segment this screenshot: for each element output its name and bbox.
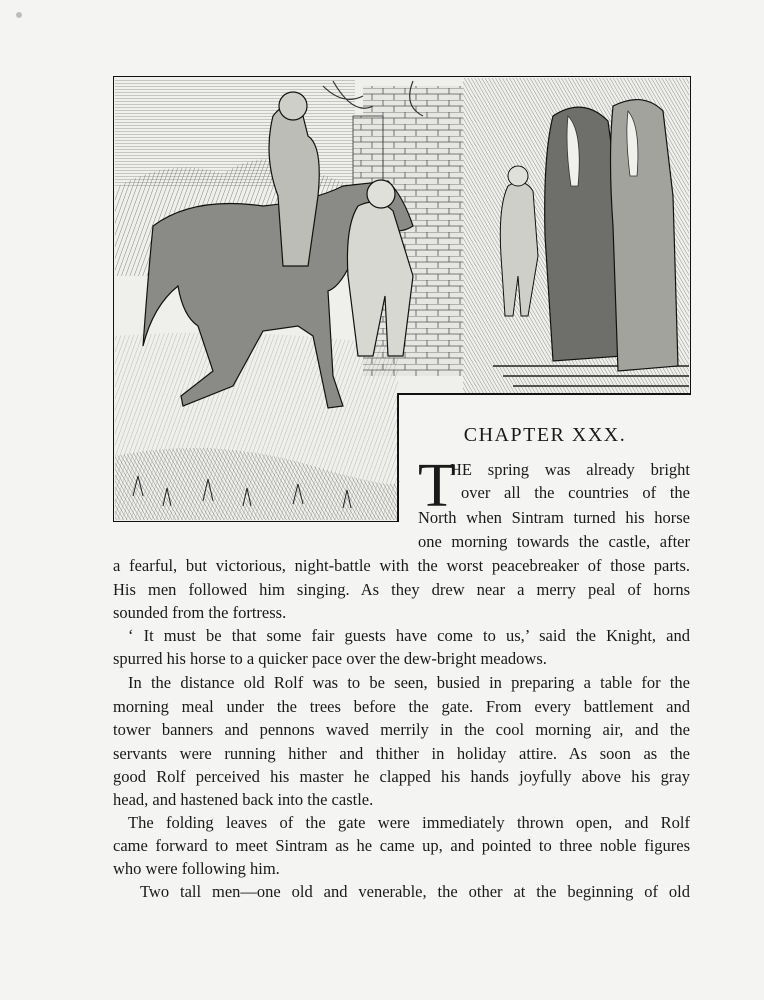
drop-cap: T [418, 452, 456, 520]
text-line: North when Sintram turned his horse [418, 508, 690, 527]
text-line: over all the countries of the [461, 483, 690, 502]
text-line: ‘ It must be that some fair guests have come to us,’ said the Knight, and [128, 626, 690, 645]
text-line: morning meal under the trees before the gate. From every battlement and [113, 697, 690, 716]
text-line: servants were running hither and thither in holiday attire. As soon as the [113, 744, 690, 763]
text-line: tower banners and pennons waved merrily in the cool morning air, and the [113, 720, 690, 739]
text-line: Two tall men—one old and venerable, the other at the beginning of old [140, 882, 690, 901]
text-line: HE spring was already bright [450, 460, 690, 479]
text-line: His men followed him singing. As they drew near a merry peal of horns [113, 580, 690, 599]
text-line: one morning towards the castle, after [418, 532, 690, 551]
engraved-illustration [113, 76, 691, 522]
text-line: a fearful, but victorious, night-battle with the worst peacebreaker of those parts. [113, 556, 690, 575]
text-line: head, and hastened back into the castle. [113, 790, 374, 809]
chapter-heading: CHAPTER XXX. [463, 424, 627, 446]
text-line: sounded from the fortress. [113, 603, 287, 622]
text-line: The folding leaves of the gate were immediately thrown open, and Rolf [128, 813, 690, 832]
text-line: good Rolf perceived his master he clapped his hands joyfully above his gray [113, 767, 690, 786]
text-line: spurred his horse to a quicker pace over the dew-bright meadows. [113, 649, 547, 668]
text-line: who were following him. [113, 859, 280, 878]
text-line: In the distance old Rolf was to be seen, busied in preparing a table for the [128, 673, 690, 692]
page-mark [16, 12, 22, 18]
text-line: came forward to meet Sintram as he came up, and pointed to three noble figures [113, 836, 690, 855]
